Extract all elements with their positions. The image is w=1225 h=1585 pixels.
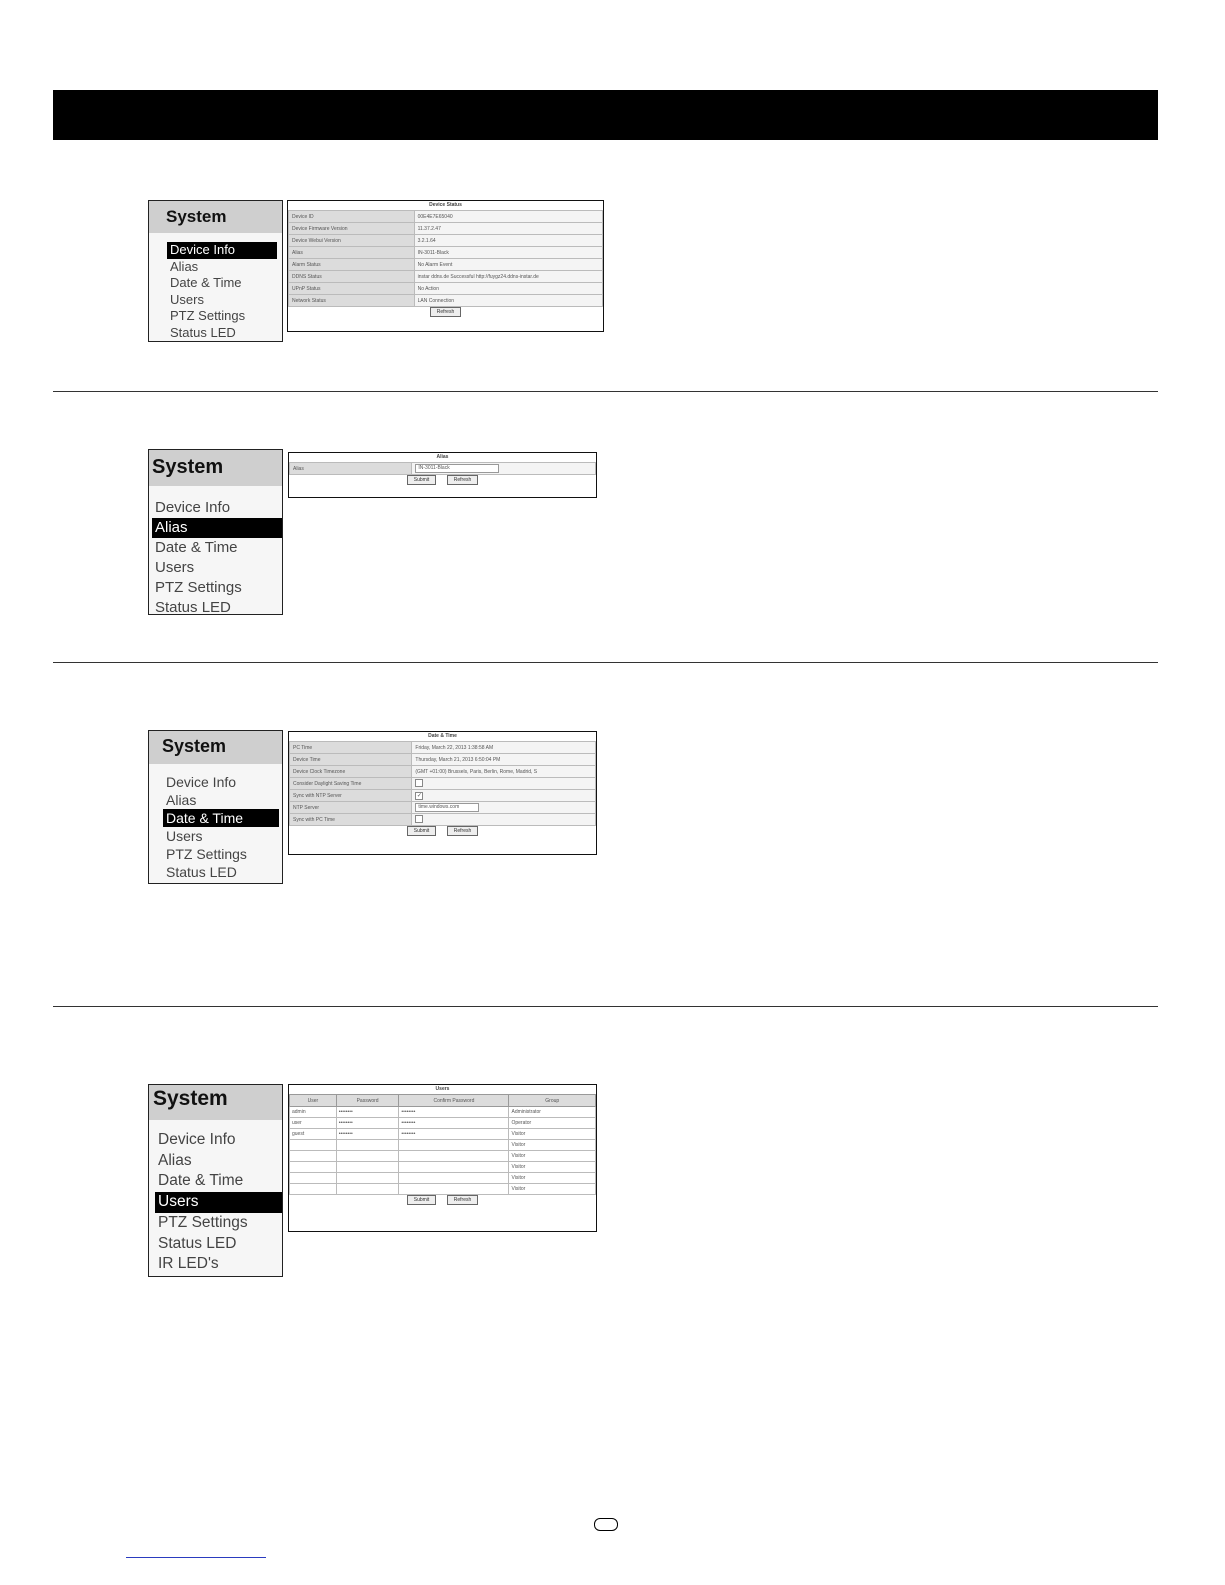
password-field[interactable]: •••••••• xyxy=(336,1129,399,1140)
password-field[interactable]: •••••••• xyxy=(336,1118,399,1129)
confirm-password-field[interactable]: •••••••• xyxy=(399,1129,509,1140)
refresh-button[interactable]: Refresh xyxy=(430,307,462,317)
row-label: Consider Daylight Saving Time xyxy=(290,778,412,790)
confirm-password-field[interactable] xyxy=(399,1173,509,1184)
table-row xyxy=(289,259,603,271)
menu-item-date-time[interactable]: Date & Time xyxy=(155,539,238,556)
ntp-server-select[interactable]: time.windows.com xyxy=(415,803,479,812)
user-field[interactable] xyxy=(290,1173,337,1184)
table-row xyxy=(290,790,596,802)
group-value: Visitor xyxy=(509,1151,596,1162)
row-value: 3.2.1.64 xyxy=(414,235,602,247)
col-header: Group xyxy=(509,1095,596,1107)
table-row xyxy=(289,295,603,307)
menu-item-date-time[interactable]: Date & Time xyxy=(163,809,279,827)
row-label: Alias xyxy=(289,247,415,259)
table-row xyxy=(289,283,603,295)
divider xyxy=(53,391,1158,392)
menu-item-ir-leds[interactable]: IR LED's xyxy=(158,1255,219,1273)
users-screenshot xyxy=(288,1084,597,1232)
menu-item-alias[interactable]: Alias xyxy=(158,1151,192,1169)
row-label: Device Firmware Version xyxy=(289,223,415,235)
users-caption: Users xyxy=(435,1086,450,1092)
dst-checkbox[interactable] xyxy=(415,779,423,787)
table-row xyxy=(289,223,603,235)
row-value: 00E4E7E65040 xyxy=(414,211,602,223)
menu-item-users[interactable]: Users xyxy=(155,559,195,576)
user-field[interactable]: admin xyxy=(290,1107,337,1118)
table-row xyxy=(290,742,596,754)
group-value: Visitor xyxy=(509,1173,596,1184)
submit-button[interactable]: Submit xyxy=(407,826,437,836)
table-row xyxy=(290,1140,596,1151)
table-row xyxy=(290,802,596,814)
row-label: NTP Server xyxy=(290,802,412,814)
table-row xyxy=(289,235,603,247)
system-menu-1 xyxy=(148,200,283,342)
password-field[interactable] xyxy=(336,1173,399,1184)
menu-title: System xyxy=(149,201,282,233)
menu-item-users[interactable]: Users xyxy=(170,291,204,307)
refresh-button[interactable]: Refresh xyxy=(447,1195,479,1205)
menu-item-date-time[interactable]: Date & Time xyxy=(170,275,242,290)
user-field[interactable] xyxy=(290,1162,337,1173)
table-row xyxy=(290,1118,596,1129)
row-label: Device ID xyxy=(289,211,415,223)
alias-caption: Alias xyxy=(436,454,449,460)
row-label: Device Webui Version xyxy=(289,235,415,247)
row-label: Device Clock Timezone xyxy=(290,766,412,778)
row-label: Device Time xyxy=(290,754,412,766)
menu-item-device-info[interactable]: Device Info xyxy=(167,242,277,259)
alias-label: Alias xyxy=(290,463,412,475)
row-value: 11.37.2.47 xyxy=(414,223,602,235)
menu-item-status-led[interactable]: Status LED xyxy=(158,1234,237,1252)
row-value: LAN Connection xyxy=(414,295,602,307)
system-menu-4 xyxy=(148,1084,283,1277)
col-header: Password xyxy=(336,1095,399,1107)
date-time-screenshot xyxy=(288,731,597,855)
row-label: Sync with NTP Server xyxy=(290,790,412,802)
confirm-password-field[interactable]: •••••••• xyxy=(399,1118,509,1129)
password-field[interactable] xyxy=(336,1162,399,1173)
footer-link-line xyxy=(126,1557,266,1558)
row-value: Friday, March 22, 2013 1:38:58 AM xyxy=(412,742,596,754)
divider xyxy=(53,662,1158,663)
menu-title: System xyxy=(149,731,282,764)
table-row xyxy=(290,1151,596,1162)
row-label: PC Time xyxy=(290,742,412,754)
menu-item-ptz-settings[interactable]: PTZ Settings xyxy=(158,1213,248,1231)
menu-item-date-time[interactable]: Date & Time xyxy=(158,1172,244,1190)
device-status-table xyxy=(288,210,603,307)
pc-sync-checkbox[interactable] xyxy=(415,815,423,823)
user-field[interactable]: user xyxy=(290,1118,337,1129)
menu-item-device-info[interactable]: Device Info xyxy=(166,774,237,790)
password-field[interactable] xyxy=(336,1184,399,1195)
menu-item-users[interactable]: Users xyxy=(166,828,203,844)
menu-item-status-led[interactable]: Status LED xyxy=(166,864,237,880)
row-value: No Alarm Event xyxy=(414,259,602,271)
user-field[interactable] xyxy=(290,1140,337,1151)
user-field[interactable] xyxy=(290,1184,337,1195)
alias-input[interactable]: IN-3011-Black xyxy=(415,464,499,473)
submit-button[interactable]: Submit xyxy=(407,1195,437,1205)
date-time-table xyxy=(289,741,596,826)
row-label: Sync with PC Time xyxy=(290,814,412,826)
menu-item-alias[interactable]: Alias xyxy=(152,518,282,538)
row-label: UPnP Status xyxy=(289,283,415,295)
user-field[interactable]: guest xyxy=(290,1129,337,1140)
group-value: Visitor xyxy=(509,1129,596,1140)
refresh-button[interactable]: Refresh xyxy=(447,475,479,485)
alias-screenshot xyxy=(288,452,597,498)
table-row xyxy=(290,754,596,766)
row-value: Thursday, March 21, 2013 6:50:04 PM xyxy=(412,754,596,766)
row-label: DDNS Status xyxy=(289,271,415,283)
header-bar xyxy=(53,90,1158,140)
confirm-password-field[interactable] xyxy=(399,1151,509,1162)
device-status-caption: Device Status xyxy=(429,202,462,208)
date-time-caption: Date & Time xyxy=(428,733,457,739)
row-label: Alarm Status xyxy=(289,259,415,271)
confirm-password-field[interactable] xyxy=(399,1140,509,1151)
menu-item-status-led[interactable]: Status LED xyxy=(155,599,231,615)
menu-item-ptz-settings[interactable]: PTZ Settings xyxy=(170,308,246,323)
row-value: instar ddns.de Successful http://fuygz24.ddns-instar.de xyxy=(414,271,602,283)
table-row xyxy=(290,778,596,790)
ntp-sync-checkbox[interactable]: ✓ xyxy=(416,792,422,799)
row-label: Network Status xyxy=(289,295,415,307)
timezone-select[interactable]: (GMT +01:00) Brussels, Paris, Berlin, Rome, Madrid, S xyxy=(412,766,596,778)
row-value: No Action xyxy=(414,283,602,295)
confirm-password-field[interactable] xyxy=(399,1184,509,1195)
system-menu-3 xyxy=(148,730,283,884)
table-header-row xyxy=(290,1095,596,1107)
group-value: Administrator xyxy=(509,1107,596,1118)
confirm-password-field[interactable]: •••••••• xyxy=(399,1107,509,1118)
menu-item-ptz-settings[interactable]: PTZ Settings xyxy=(166,846,247,862)
col-header: User xyxy=(290,1095,337,1107)
password-field[interactable] xyxy=(336,1151,399,1162)
group-value: Visitor xyxy=(509,1184,596,1195)
menu-title: System xyxy=(149,450,282,486)
table-row xyxy=(290,1129,596,1140)
users-table xyxy=(289,1094,596,1195)
submit-button[interactable]: Submit xyxy=(407,475,437,485)
group-value: Visitor xyxy=(509,1140,596,1151)
refresh-button[interactable]: Refresh xyxy=(447,826,479,836)
menu-item-alias[interactable]: Alias xyxy=(170,258,199,274)
table-row xyxy=(290,1173,596,1184)
password-field[interactable]: •••••••• xyxy=(336,1107,399,1118)
divider xyxy=(53,1006,1158,1007)
row-value: IN-3011-Black xyxy=(414,247,602,259)
menu-item-users[interactable]: Users xyxy=(155,1192,282,1213)
menu-title: System xyxy=(149,1085,282,1120)
table-row xyxy=(289,211,603,223)
menu-item-alias[interactable]: Alias xyxy=(166,792,197,808)
user-field[interactable] xyxy=(290,1151,337,1162)
confirm-password-field[interactable] xyxy=(399,1162,509,1173)
page-number-badge xyxy=(594,1518,618,1531)
table-row xyxy=(289,271,603,283)
menu-item-ptz-settings[interactable]: PTZ Settings xyxy=(155,579,242,596)
device-status-screenshot xyxy=(287,200,604,332)
system-menu-2 xyxy=(148,449,283,615)
table-row xyxy=(289,247,603,259)
table-row xyxy=(290,766,596,778)
menu-item-device-info[interactable]: Device Info xyxy=(155,499,231,516)
menu-item-device-info[interactable]: Device Info xyxy=(158,1131,236,1148)
table-row xyxy=(290,1107,596,1118)
group-value: Visitor xyxy=(509,1162,596,1173)
table-row xyxy=(290,1162,596,1173)
group-value: Operator xyxy=(509,1118,596,1129)
col-header: Confirm Password xyxy=(399,1095,509,1107)
password-field[interactable] xyxy=(336,1140,399,1151)
menu-item-status-led[interactable]: Status LED xyxy=(170,324,236,340)
